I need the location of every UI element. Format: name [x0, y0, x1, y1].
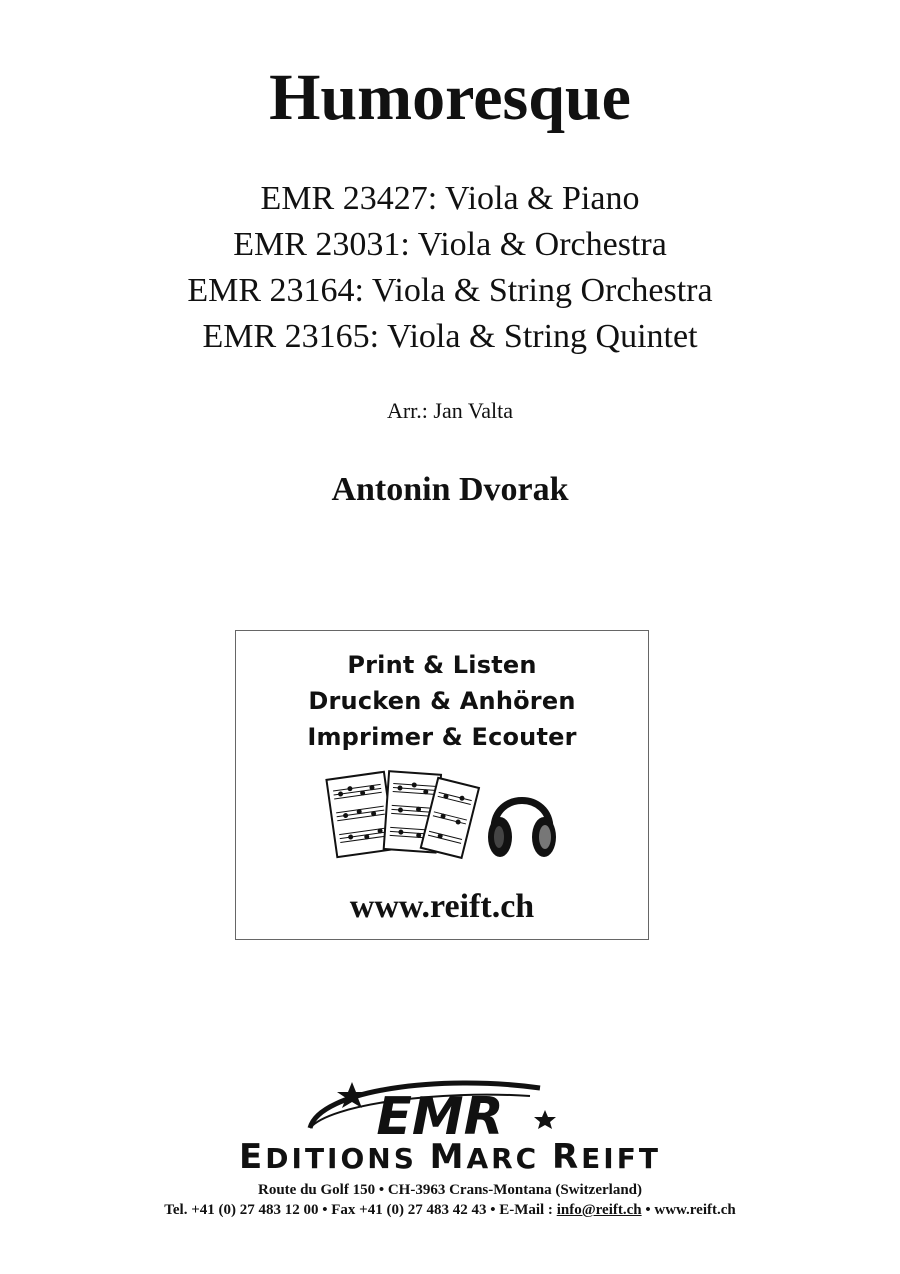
edition-line: EMR 23427: Viola & Piano	[260, 180, 640, 217]
publisher-name-part: M	[429, 1137, 467, 1177]
edition-line: EMR 23164: Viola & String Orchestra	[187, 272, 713, 309]
logo-text: EMR	[376, 1087, 504, 1147]
contact-phone-fax: Tel. +41 (0) 27 483 12 00 • Fax +41 (0) 27 483 42 43 • E-Mail :	[164, 1202, 557, 1218]
publisher-name-part: E	[239, 1137, 266, 1177]
publisher-name-part: R	[551, 1137, 582, 1177]
publisher-name-part: EIFT	[581, 1142, 661, 1175]
publisher-name-part: DITIONS	[265, 1142, 430, 1175]
edition-line: EMR 23031: Viola & Orchestra	[233, 226, 667, 263]
print-listen-box	[235, 630, 649, 940]
page-title: Humoresque	[269, 61, 631, 134]
email-link[interactable]: info@reift.ch	[556, 1202, 642, 1218]
promo-illustration	[324, 767, 564, 867]
promo-line: Drucken & Anhören	[308, 687, 576, 715]
publisher-name-part: ARC	[466, 1142, 552, 1175]
promo-line: Imprimer & Ecouter	[307, 723, 577, 751]
sheet-music-icon	[326, 771, 478, 858]
publisher-name	[0, 1137, 900, 1177]
publisher-contact	[0, 1200, 900, 1220]
headphones-icon	[488, 801, 556, 858]
composer-name: Antonin Dvorak	[331, 471, 569, 508]
edition-list	[0, 176, 900, 360]
contact-website: • www.reift.ch	[641, 1202, 736, 1218]
promo-url: www.reift.ch	[349, 888, 535, 925]
edition-line: EMR 23165: Viola & String Quintet	[202, 318, 698, 355]
promo-lines	[236, 647, 648, 755]
arranger-credit: Arr.: Jan Valta	[386, 398, 514, 423]
promo-line: Print & Listen	[347, 651, 537, 679]
publisher-address: Route du Golf 150 • CH-3963 Crans-Montana (Switzerland)	[258, 1182, 642, 1198]
